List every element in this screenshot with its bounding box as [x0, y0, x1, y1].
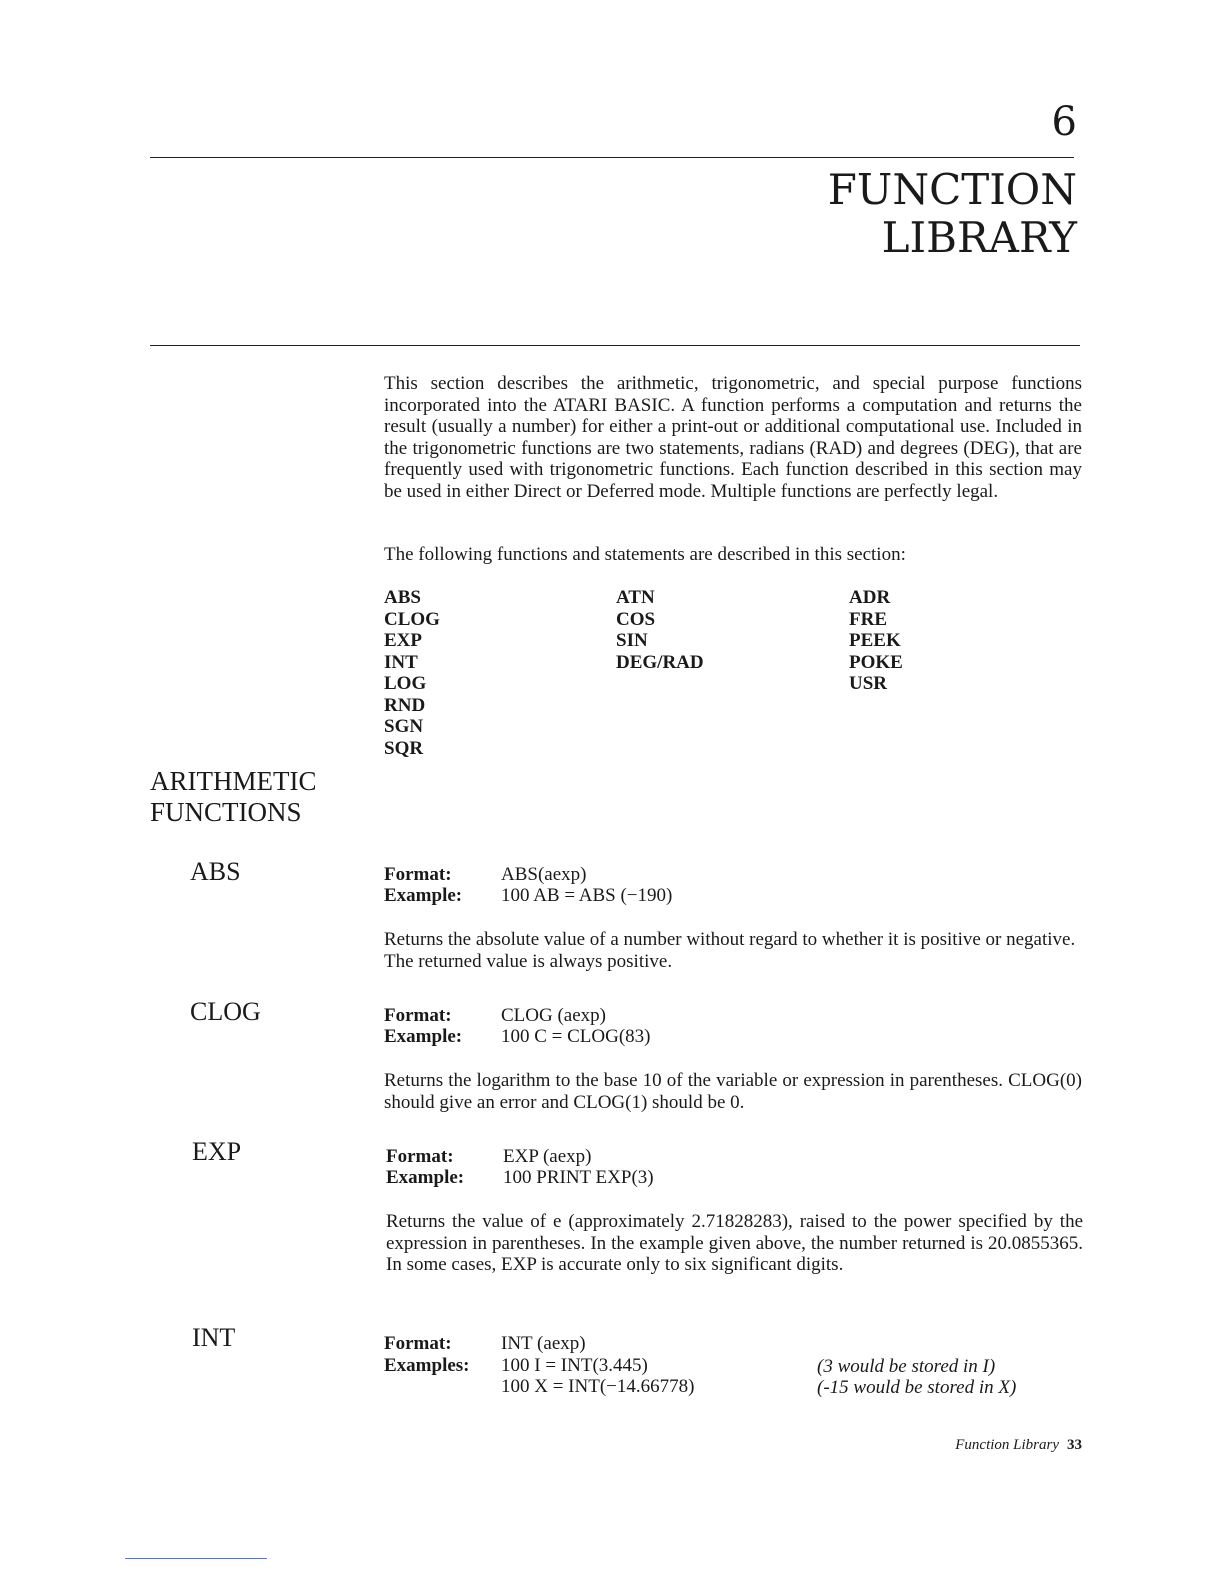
format-value: INT (aexp) — [501, 1333, 586, 1354]
example-value: 100 I = INT(3.445) — [501, 1355, 648, 1376]
section-heading — [150, 766, 316, 828]
example-note: (-15 would be stored in X) — [817, 1377, 1017, 1398]
list-intro: The following functions and statements are described in this section: — [384, 544, 906, 565]
list-item: RND — [384, 694, 426, 716]
chapter-divider-top — [150, 157, 1074, 158]
footer-title: Function Library — [955, 1437, 1059, 1453]
list-item: SGN — [384, 716, 424, 737]
format-value: ABS(aexp) — [501, 864, 587, 885]
page-number: 33 — [1067, 1437, 1082, 1453]
list-item: LOG — [384, 673, 427, 694]
example-label: Example: — [384, 885, 463, 906]
list-item: ATN — [616, 587, 655, 608]
entry-description-abs: Returns the absolute value of a number without regard to whether it is positive or negative. The returned value is always positive. — [384, 929, 1076, 972]
format-label: Format: — [384, 1005, 452, 1026]
entry-name-clog: CLOG — [190, 997, 261, 1026]
list-item: FRE — [849, 608, 887, 630]
list-item: SIN — [616, 630, 648, 651]
example-label: Example: — [386, 1167, 465, 1188]
entry-description-clog: Returns the logarithm to the base 10 of the variable or expression in parentheses. CLOG(0) should give an error and CLOG(1) should be 0. — [384, 1070, 1082, 1113]
example-value: 100 X = INT(−14.66778) — [501, 1376, 695, 1397]
page-footer — [955, 1437, 1082, 1454]
format-value: CLOG (aexp) — [501, 1005, 606, 1026]
list-item: EXP — [384, 630, 422, 651]
format-value: EXP (aexp) — [503, 1146, 592, 1167]
section-heading-line1: ARITHMETIC — [150, 766, 317, 796]
entry-name-exp: EXP — [192, 1137, 242, 1166]
list-item: INT — [384, 651, 418, 673]
example-note: (3 would be stored in I) — [817, 1356, 996, 1377]
entry-name-int: INT — [192, 1323, 236, 1352]
example-value: 100 PRINT EXP(3) — [503, 1167, 654, 1188]
list-item: USR — [849, 673, 888, 694]
list-item: CLOG — [384, 608, 440, 630]
scan-artifact-line — [125, 1558, 267, 1559]
section-heading-line2: FUNCTIONS — [150, 797, 302, 827]
entry-description-exp: Returns the value of e (approximately 2.71828283), raised to the power specified by the expression in parentheses. In the example given above, the number returned is 20.0855365. In some cases, EXP is accurate only to six significant digits. — [386, 1211, 1083, 1275]
list-item: COS — [616, 608, 656, 630]
function-list-col2 — [616, 587, 704, 673]
chapter-title-line2: LIBRARY — [881, 213, 1077, 262]
format-label: Format: — [384, 864, 452, 885]
function-list-col1 — [384, 587, 440, 759]
chapter-divider-bottom — [150, 345, 1080, 346]
format-label: Format: — [386, 1146, 454, 1167]
format-label: Format: — [384, 1333, 452, 1354]
chapter-title-line1: FUNCTION — [827, 165, 1077, 214]
example-value: 100 C = CLOG(83) — [501, 1026, 651, 1047]
list-item: ABS — [384, 587, 421, 608]
example-label: Examples: — [384, 1355, 470, 1376]
list-item: DEG/RAD — [616, 651, 704, 673]
entry-name-abs: ABS — [190, 857, 241, 886]
example-label: Example: — [384, 1026, 463, 1047]
chapter-number: 6 — [1051, 99, 1077, 145]
chapter-title — [828, 166, 1077, 262]
list-item: POKE — [849, 651, 903, 673]
intro-paragraph: This section describes the arithmetic, trigonometric, and special purpose functions incorporated into the ATARI BASIC. A function performs a computation and returns the result (usually a number) for either a print-out or additional computational use. Included in the trigonometric functions are two statements, radians (RAD) and degrees (DEG), that are frequently used with trigonometric functions. Each function described in this section may be used in either Direct or Deferred mode. Multiple functions are perfectly legal. — [384, 373, 1082, 502]
list-item: PEEK — [849, 630, 901, 651]
list-item: ADR — [849, 587, 891, 608]
function-list-col3 — [849, 587, 903, 695]
example-value: 100 AB = ABS (−190) — [501, 885, 673, 906]
list-item: SQR — [384, 737, 424, 759]
